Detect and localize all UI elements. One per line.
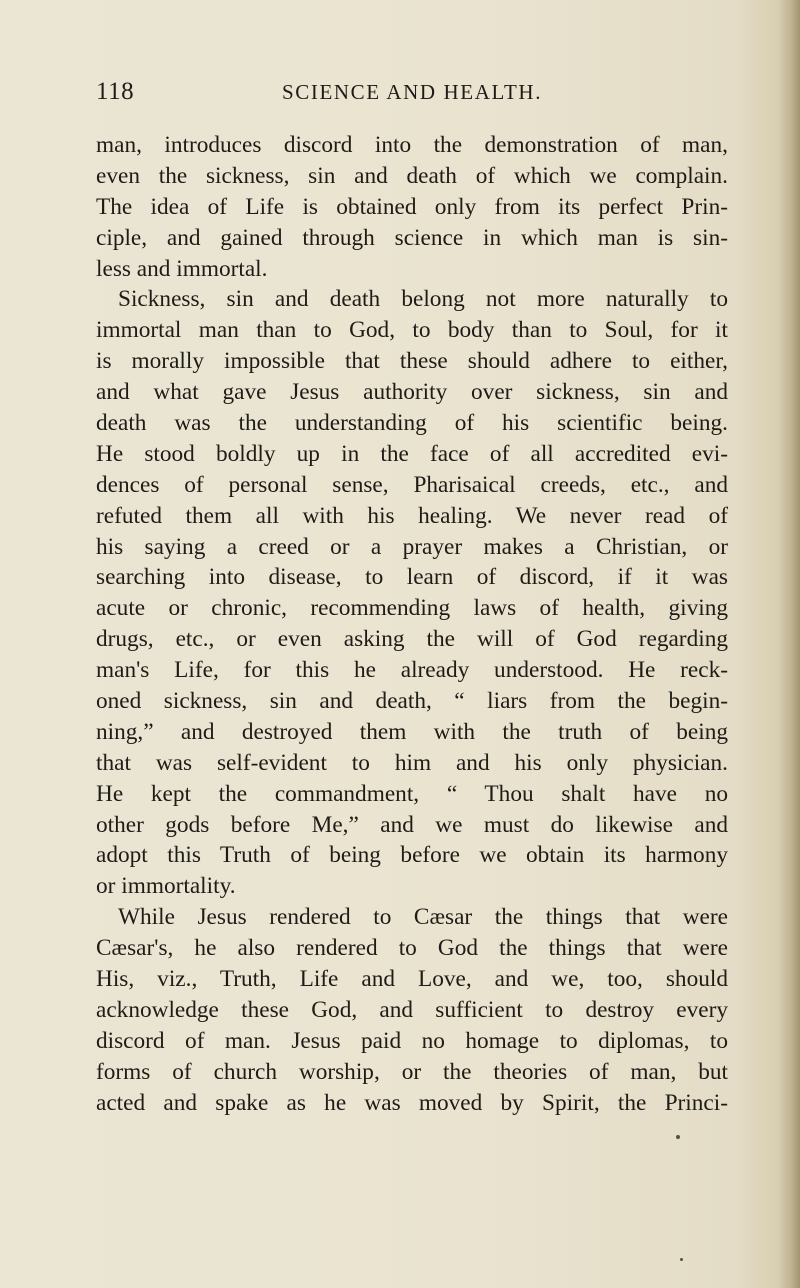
paragraph-end-line: or immortality. xyxy=(96,873,236,900)
text-line: acted and spake as he was moved by Spirit, the Princi- xyxy=(96,1089,728,1116)
ink-speck xyxy=(676,1135,680,1139)
text-line: death was the understanding of his scientific being. xyxy=(96,410,728,437)
text-line: He stood boldly up in the face of all accredited evi- xyxy=(96,440,728,467)
body-text xyxy=(96,130,728,1119)
text-line: is morally impossible that these should adhere to either, xyxy=(96,348,728,375)
text-line: forms of church worship, or the theories of man, but xyxy=(96,1058,728,1085)
text-line: other gods before Me,” and we must do likewise and xyxy=(96,811,728,838)
text-line: man, introduces discord into the demonstration of man, xyxy=(96,132,728,158)
text-line: immortal man than to God, to body than to Soul, for it xyxy=(96,317,728,344)
text-line: dences of personal sense, Pharisaical creeds, etc., and xyxy=(96,471,728,498)
text-line: He kept the commandment, “ Thou shalt have no xyxy=(96,780,728,807)
text-line: Cæsar's, he also rendered to God the things that were xyxy=(96,935,728,962)
text-line: even the sickness, sin and death of which we complain. xyxy=(96,162,728,189)
text-line: acute or chronic, recommending laws of health, giving xyxy=(96,595,728,622)
text-line: ning,” and destroyed them with the truth of being xyxy=(96,718,728,745)
text-line: and what gave Jesus authority over sickness, sin and xyxy=(96,379,728,406)
ink-speck xyxy=(680,1258,683,1261)
text-line: The idea of Life is obtained only from its perfect Prin- xyxy=(96,193,728,220)
text-line: His, viz., Truth, Life and Love, and we, too, should xyxy=(96,966,728,993)
running-title: SCIENCE AND HEALTH. xyxy=(282,80,543,104)
running-head xyxy=(96,78,726,112)
text-line: refuted them all with his healing. We never read of xyxy=(96,502,728,529)
text-line: man's Life, for this he already understood. He reck- xyxy=(96,657,728,684)
paragraph-end-line: less and immortal. xyxy=(96,255,268,282)
paragraph-start-line: Sickness, sin and death belong not more naturally to xyxy=(118,286,728,313)
paragraph-start-line: While Jesus rendered to Cæsar the things that were xyxy=(118,904,728,931)
text-line: adopt this Truth of being before we obtain its harmony xyxy=(96,842,728,869)
page-edge-shadow xyxy=(778,0,800,1288)
text-line: oned sickness, sin and death, “ liars from the begin- xyxy=(96,688,728,715)
text-line: that was self-evident to him and his only physician. xyxy=(96,749,728,776)
text-line: searching into disease, to learn of discord, if it was xyxy=(96,564,728,591)
text-line: acknowledge these God, and sufficient to destroy every xyxy=(96,996,728,1023)
text-line: discord of man. Jesus paid no homage to diplomas, to xyxy=(96,1027,728,1054)
text-line: his saying a creed or a prayer makes a Christian, or xyxy=(96,533,728,560)
text-line: drugs, etc., or even asking the will of God regarding xyxy=(96,626,728,653)
text-line: ciple, and gained through science in which man is sin- xyxy=(96,224,728,251)
page-number: 118 xyxy=(96,78,135,105)
